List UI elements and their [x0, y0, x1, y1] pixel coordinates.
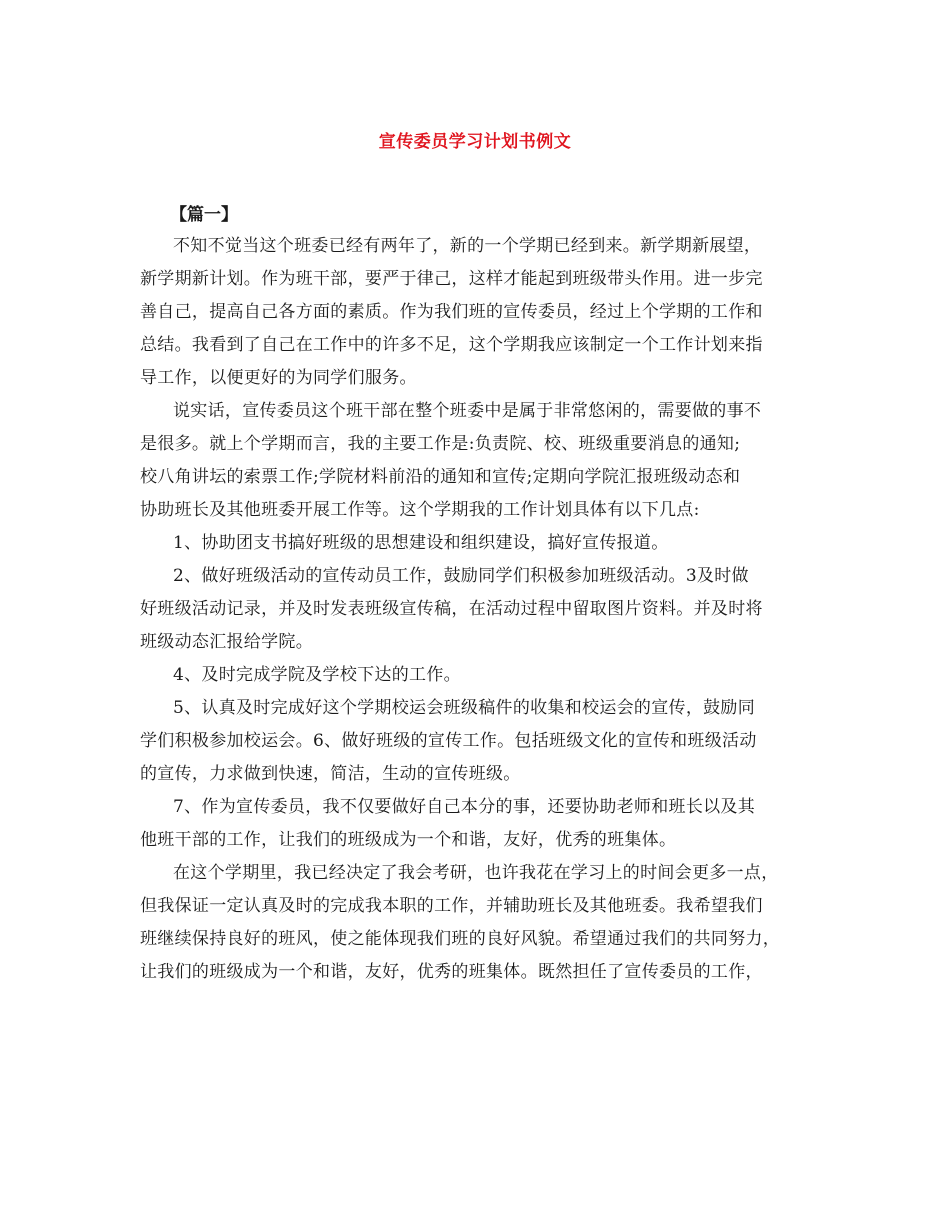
- paragraph-line: 说实话，宣传委员这个班干部在整个班委中是属于非常悠闲的，需要做的事不: [173, 401, 762, 421]
- paragraph-line: 2、做好班级活动的宣传动员工作，鼓励同学们积极参加班级活动。3及时做: [173, 566, 749, 586]
- paragraph-line: 但我保证一定认真及时的完成我本职的工作，并辅助班长及其他班委。我希望我们: [140, 896, 763, 916]
- paragraph-line: 他班干部的工作，让我们的班级成为一个和谐，友好，优秀的班集体。: [140, 830, 677, 850]
- paragraph-line: 校八角讲坛的索票工作;学院材料前沿的通知和宣传;定期向学院汇报班级动态和: [140, 467, 741, 487]
- paragraph-line: 让我们的班级成为一个和谐，友好，优秀的班集体。既然担任了宣传委员的工作，: [140, 962, 763, 982]
- paragraph-line: 是很多。就上个学期而言，我的主要工作是:负责院、校、班级重要消息的通知;: [140, 434, 741, 454]
- paragraph-line: 不知不觉当这个班委已经有两年了，新的一个学期已经到来。新学期新展望，: [173, 236, 762, 256]
- paragraph-line: 5、认真及时完成好这个学期校运会班级稿件的收集和校运会的宣传，鼓励同: [173, 698, 756, 718]
- paragraph-line: 班继续保持良好的班风，使之能体现我们班的良好风貌。希望通过我们的共同努力，: [140, 929, 781, 949]
- paragraph-line: 1、协助团支书搞好班级的思想建设和组织建设，搞好宣传报道。: [173, 533, 669, 553]
- paragraph-line: 的宣传，力求做到快速，简洁，生动的宣传班级。: [140, 764, 521, 784]
- paragraph-line: 新学期新计划。作为班干部，要严于律己，这样才能起到班级带头作用。进一步完: [140, 269, 763, 289]
- paragraph-line: 7、作为宣传委员，我不仅要做好自己本分的事，还要协助老师和班长以及其: [173, 797, 756, 817]
- paragraph-line: 协助班长及其他班委开展工作等。这个学期我的工作计划具体有以下几点:: [140, 500, 700, 520]
- paragraph-line: 好班级活动记录，并及时发表班级宣传稿，在活动过程中留取图片资料。并及时将: [140, 599, 763, 619]
- paragraph-line: 班级动态汇报给学院。: [140, 632, 313, 652]
- section-heading: 【篇一】: [170, 205, 238, 225]
- document-title: 宣传委员学习计划书例文: [378, 132, 572, 152]
- paragraph-line: 总结。我看到了自己在工作中的许多不足，这个学期我应该制定一个工作计划来指: [140, 335, 763, 355]
- paragraph-line: 善自己，提高自己各方面的素质。作为我们班的宣传委员，经过上个学期的工作和: [140, 302, 763, 322]
- paragraph-line: 4、及时完成学院及学校下达的工作。: [173, 665, 461, 685]
- paragraph-line: 在这个学期里，我已经决定了我会考研，也许我花在学习上的时间会更多一点，: [173, 863, 779, 883]
- paragraph-line: 学们积极参加校运会。6、做好班级的宣传工作。包括班级文化的宣传和班级活动: [140, 731, 757, 751]
- paragraph-line: 导工作，以便更好的为同学们服务。: [140, 368, 417, 388]
